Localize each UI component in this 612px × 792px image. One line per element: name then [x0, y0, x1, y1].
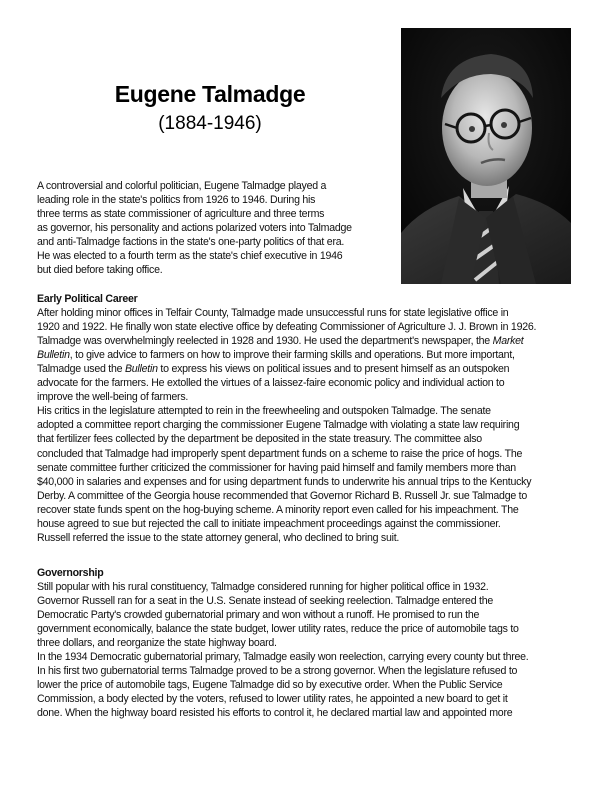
intro-line: three terms as state commissioner of agriculture and three terms — [37, 208, 325, 221]
body-line: house agreed to sue but rejected the call to initiate impeachment proceedings against the commissioner. — [37, 517, 501, 530]
body-line: Derby. A committee of the Georgia house recommended that Governor Richard B. Russell Jr. sue Talmadge to — [37, 489, 528, 502]
section-heading: Early Political Career — [37, 293, 138, 305]
section-early-political-career — [37, 292, 585, 545]
body-line: improve the well-being of farmers. — [37, 391, 189, 404]
portrait-photo — [401, 28, 571, 284]
body-line: advocate for the farmers. He extolled the virtues of a laissez-faire economic policy and individual action to — [37, 377, 505, 390]
body-line: done. When the highway board resisted his efforts to control it, he declared martial law and appointed more — [37, 707, 513, 720]
body-text: Talmadge used the — [37, 363, 125, 376]
body-line: Russell referred the issue to the state attorney general, who declined to bring suit. — [37, 531, 400, 544]
intro-line: as governor, his personality and actions polarized voters into Talmadge — [37, 222, 352, 235]
body-line: 1920 and 1922. He finally won state elective office by defeating Commissioner of Agriculture J. J. Brown in 1926. — [37, 321, 537, 334]
italic-text: Bulletin — [37, 349, 70, 362]
intro-line: A controversial and colorful politician, Eugene Talmadge played a — [37, 180, 327, 192]
body-line: Commission, a body elected by the voters, refused to lower utility rates, he appointed a new board to get it — [37, 693, 508, 706]
body-line: After holding minor offices in Telfair County, Talmadge made unsuccessful runs for state legislative office in — [37, 307, 509, 320]
body-line: His critics in the legislature attempted to rein in the freewheeling and outspoken Talmadge. The senate — [37, 405, 491, 418]
body-line: concluded that Talmadge had improperly spent department funds on a scheme to raise the price of hogs. The — [37, 447, 523, 460]
intro-line: leading role in the state's politics from 1926 to 1946. During his — [37, 194, 316, 207]
body-line: Governor Russell ran for a seat in the U.S. Senate instead of seeking reelection. Talmadge entered the — [37, 595, 494, 608]
section-governorship — [37, 566, 585, 721]
body-line: Democratic Party's crowded gubernatorial primary and won without a runoff. He promised to run the — [37, 609, 480, 622]
intro-line: and anti-Talmadge factions in the state's one-party politics of that era. — [37, 236, 345, 249]
intro-paragraph — [37, 179, 393, 277]
life-dates: (1884-1946) — [158, 113, 262, 134]
body-line — [37, 362, 585, 376]
body-text: Talmadge was overwhelmingly reelected in 1928 and 1930. He used the department's newspaper, the — [37, 335, 493, 348]
body-line — [37, 348, 585, 362]
body-line: three dollars, and reorganize the state highway board. — [37, 637, 277, 650]
intro-line: He was elected to a fourth term as the state's chief executive in 1946 — [37, 250, 343, 263]
page-title: Eugene Talmadge — [114, 81, 306, 107]
body-line: In his first two gubernatorial terms Talmadge proved to be a strong governor. When the legislature refused to — [37, 665, 518, 678]
body-line: senate committee further criticized the commissioner for having paid himself and family members more than — [37, 461, 516, 474]
body-line: government economically, balance the state budget, lower utility rates, reduce the price of automobile tags to — [37, 623, 519, 636]
section-heading: Governorship — [37, 567, 104, 579]
body-line: $40,000 in salaries and expenses and for using department funds to underwrite his annual trips to the Kentucky — [37, 475, 532, 488]
body-text: to express his views on political issues and to present himself as an outspoken — [157, 363, 510, 376]
portrait-image — [401, 28, 571, 284]
body-line: In the 1934 Democratic gubernatorial primary, Talmadge easily won reelection, carrying every county but three. — [37, 651, 529, 664]
intro-line: but died before taking office. — [37, 264, 163, 277]
body-text: , to give advice to farmers on how to improve their farming skills and operations. But more important, — [69, 349, 515, 362]
body-line: that fertilizer fees collected by the department be deposited in the state treasury. The committee also — [37, 433, 482, 446]
italic-text: Bulletin — [124, 363, 158, 376]
body-line: adopted a committee report charging the commissioner Eugene Talmadge with violating a state law requiring — [37, 419, 520, 432]
body-line: recover state funds spent on the hog-buying scheme. A minority report even called for his impeachment. The — [37, 503, 519, 516]
italic-text: Market — [492, 335, 524, 348]
body-line: Still popular with his rural constituency, Talmadge considered running for higher political office in 1932. — [37, 581, 489, 594]
body-line — [37, 334, 585, 348]
body-line: lower the price of automobile tags, Eugene Talmadge did so by executive order. When the Public Service — [37, 679, 503, 692]
